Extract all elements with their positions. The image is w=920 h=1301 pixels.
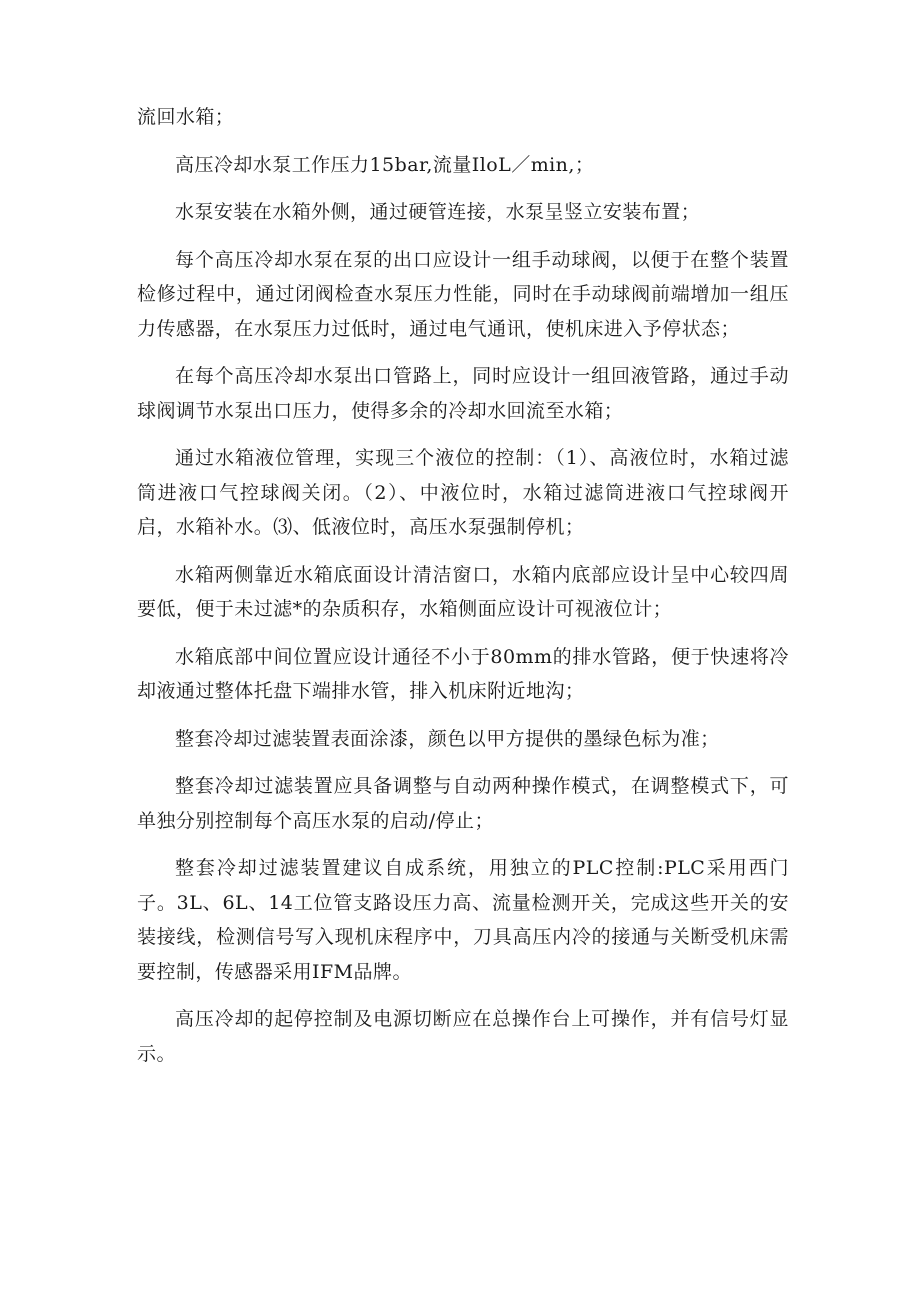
paragraph-cleaning-window: 水箱两侧靠近水箱底面设计清洁窗口，水箱内底部应设计呈中心较四周要低，便于未过滤*的杂质积存，水箱侧面应设计可视液位计；: [137, 563, 789, 620]
paragraph-pump-installation: 水泵安装在水箱外侧，通过硬管连接，水泵呈竖立安装布置；: [175, 201, 701, 223]
paragraph-start-stop: 高压冷却的起停控制及电源切断应在总操作台上可操作，并有信号灯显示。: [137, 1008, 789, 1065]
paragraph-drain-pipe: 水箱底部中间位置应设计通径不小于80mm的排水管路，便于快速将冷却液通过整体托盘下端排水管，排入机床附近地沟；: [137, 645, 789, 702]
paragraph-painting: 整套冷却过滤装置表面涂漆，颜色以甲方提供的墨绿色标为准；: [175, 727, 720, 750]
paragraph-level-control: 通过水箱液位管理，实现三个液位的控制：（1）、高液位时，水箱过滤筒进液口气控球阀关闭。（2）、中液位时，水箱过滤筒进液口气控球阀开启，水箱补水。⑶、低液位时，高压水泵强制停机；: [137, 447, 789, 538]
paragraph-continuation: 流回水箱；: [137, 106, 235, 128]
document-body: [137, 100, 789, 1084]
paragraph-ball-valve: 每个高压冷却水泵在泵的出口应设计一组手动球阀，以便于在整个装置检修过程中，通过闭阀检查水泵压力性能，同时在手动球阀前端增加一组压力传感器，在水泵压力过低时，通过电气通讯，使机床进入予停状态；: [137, 248, 789, 340]
paragraph-plc-control: 整套冷却过滤装置建议自成系统，用独立的PLC控制:PLC采用西门子。3L、6L、14工位管支路设压力高、流量检测开关，完成这些开关的安装接线，检测信号写入现机床程序中，刀具高压内冷的接通与关断受机床需要控制，传感器采用IFM品牌。: [137, 857, 789, 983]
paragraph-return-line: 在每个高压冷却水泵出口管路上，同时应设计一组回液管路，通过手动球阀调节水泵出口压力，使得多余的冷却水回流至水箱；: [137, 365, 789, 422]
paragraph-operation-modes: 整套冷却过滤装置应具备调整与自动两种操作模式，在调整模式下，可单独分别控制每个高压水泵的启动/停止；: [137, 775, 789, 832]
paragraph-pump-pressure: 高压冷却水泵工作压力15bar,流量IloL／min,；: [175, 153, 595, 176]
